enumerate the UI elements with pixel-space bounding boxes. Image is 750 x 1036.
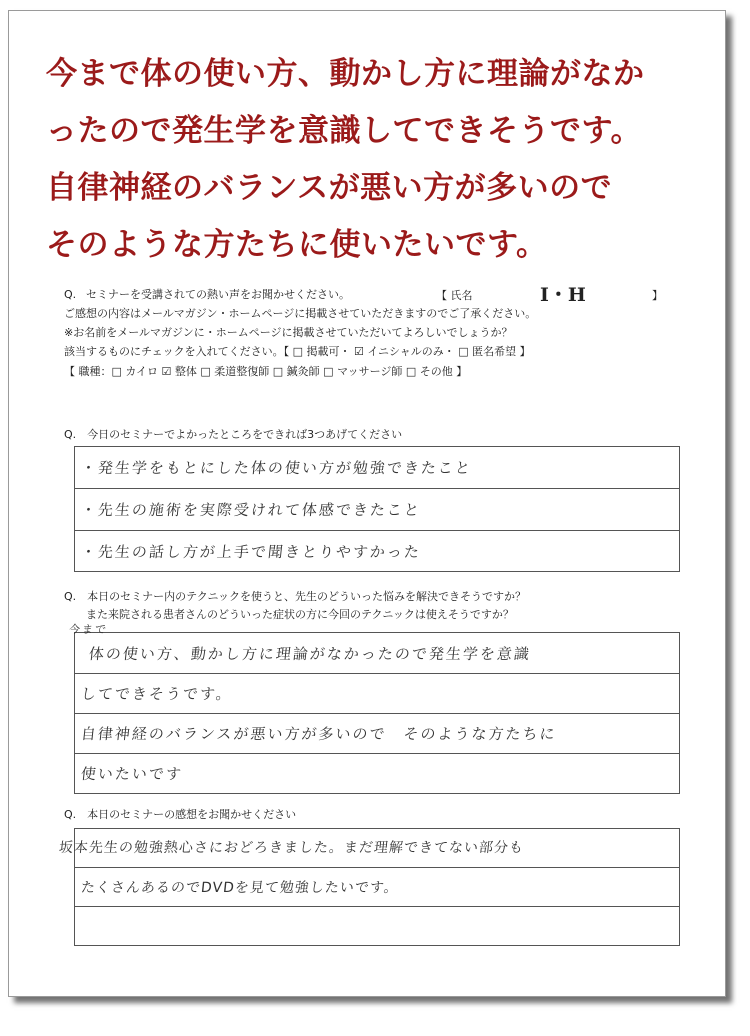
name-close: 】 [652,289,663,302]
q2-title: また来院される患者さんのどういった症状の方に今回のテクニックは使えそうですか？ [64,608,514,621]
handwritten-answer: 坂本先生の勉強熱心さにおどろきました。まだ理解できてない部分も [58,840,525,856]
intro-question: セミナーを受講されての熱い声をお聞かせください。 [86,288,350,301]
q2-title: Q. 本日のセミナー内のテクニックを使うと、先生のどういった悩みを解決できそうですか？ [64,590,527,603]
occupation-options: 【 職種：□ カイロ ☑ 整体 □ 柔道整復師 □ 鍼灸師 □ マッサージ師 □ その他 】 [64,365,468,378]
name-value: I・H [540,284,586,306]
ruled-line [75,488,679,489]
ruled-line [75,673,679,674]
handwritten-answer: ・先生の話し方が上手で聞きとりやすかった [80,543,422,561]
survey-form [58,284,690,986]
handwritten-answer: してできそうです。 [80,685,234,703]
q2-answer-box [68,623,680,794]
publish-consent-options: 該当するものにチェックを入れてください。【 □ 掲載可・ ☑ イニシャルのみ・ □ 匿名希望 】 [64,345,531,358]
handwritten-answer: たくさんあるのでDVDを見て勉強したいです。 [80,880,400,896]
ruled-line [75,530,679,531]
handwritten-answer: 使いたいです [80,765,184,783]
handwritten-answer: 体の使い方、動かし方に理論がなかったので発生学を意識 [88,645,532,663]
q1-title: Q. 今日のセミナーでよかったところをできれば3つあげてください [64,428,403,441]
intro-q-label: Q. [64,288,77,301]
ruled-line [75,713,679,714]
handwritten-answer: 自律神経のバランスが悪い方が多いので そのような方たちに [80,725,558,743]
q3-answer-box [58,828,680,946]
name-label: 【 氏名 [436,289,473,302]
q3-title: Q. 本日のセミナーの感想をお聞かせください [64,808,297,821]
headline-line: 今まで体の使い方、動かし方に理論がなか [46,56,645,92]
ruled-line [75,867,679,868]
headline-line: 自律神経のバランスが悪い方が多いので [46,170,613,206]
intro-note: ※お名前をメールマガジンに・ホームページに掲載させていただいてよろしいでしょうか？ [64,326,513,339]
q1-answer-box [74,446,680,572]
handwritten-answer: ・発生学をもとにした体の使い方が勉強できたこと [80,459,473,477]
intro-note: ご感想の内容はメールマガジン・ホームページに掲載させていただきますのでご了承ください。 [64,307,537,320]
headline-line: ったので発生学を意識してできそうです。 [46,113,643,149]
ruled-line [75,753,679,754]
handwritten-answer: ・先生の施術を実際受けれて体感できたこと [80,501,422,519]
handwritten-answer: 今まで [68,623,109,636]
headline [46,46,706,274]
headline-line: そのような方たちに使いたいです。 [46,227,548,263]
ruled-line [75,906,679,907]
